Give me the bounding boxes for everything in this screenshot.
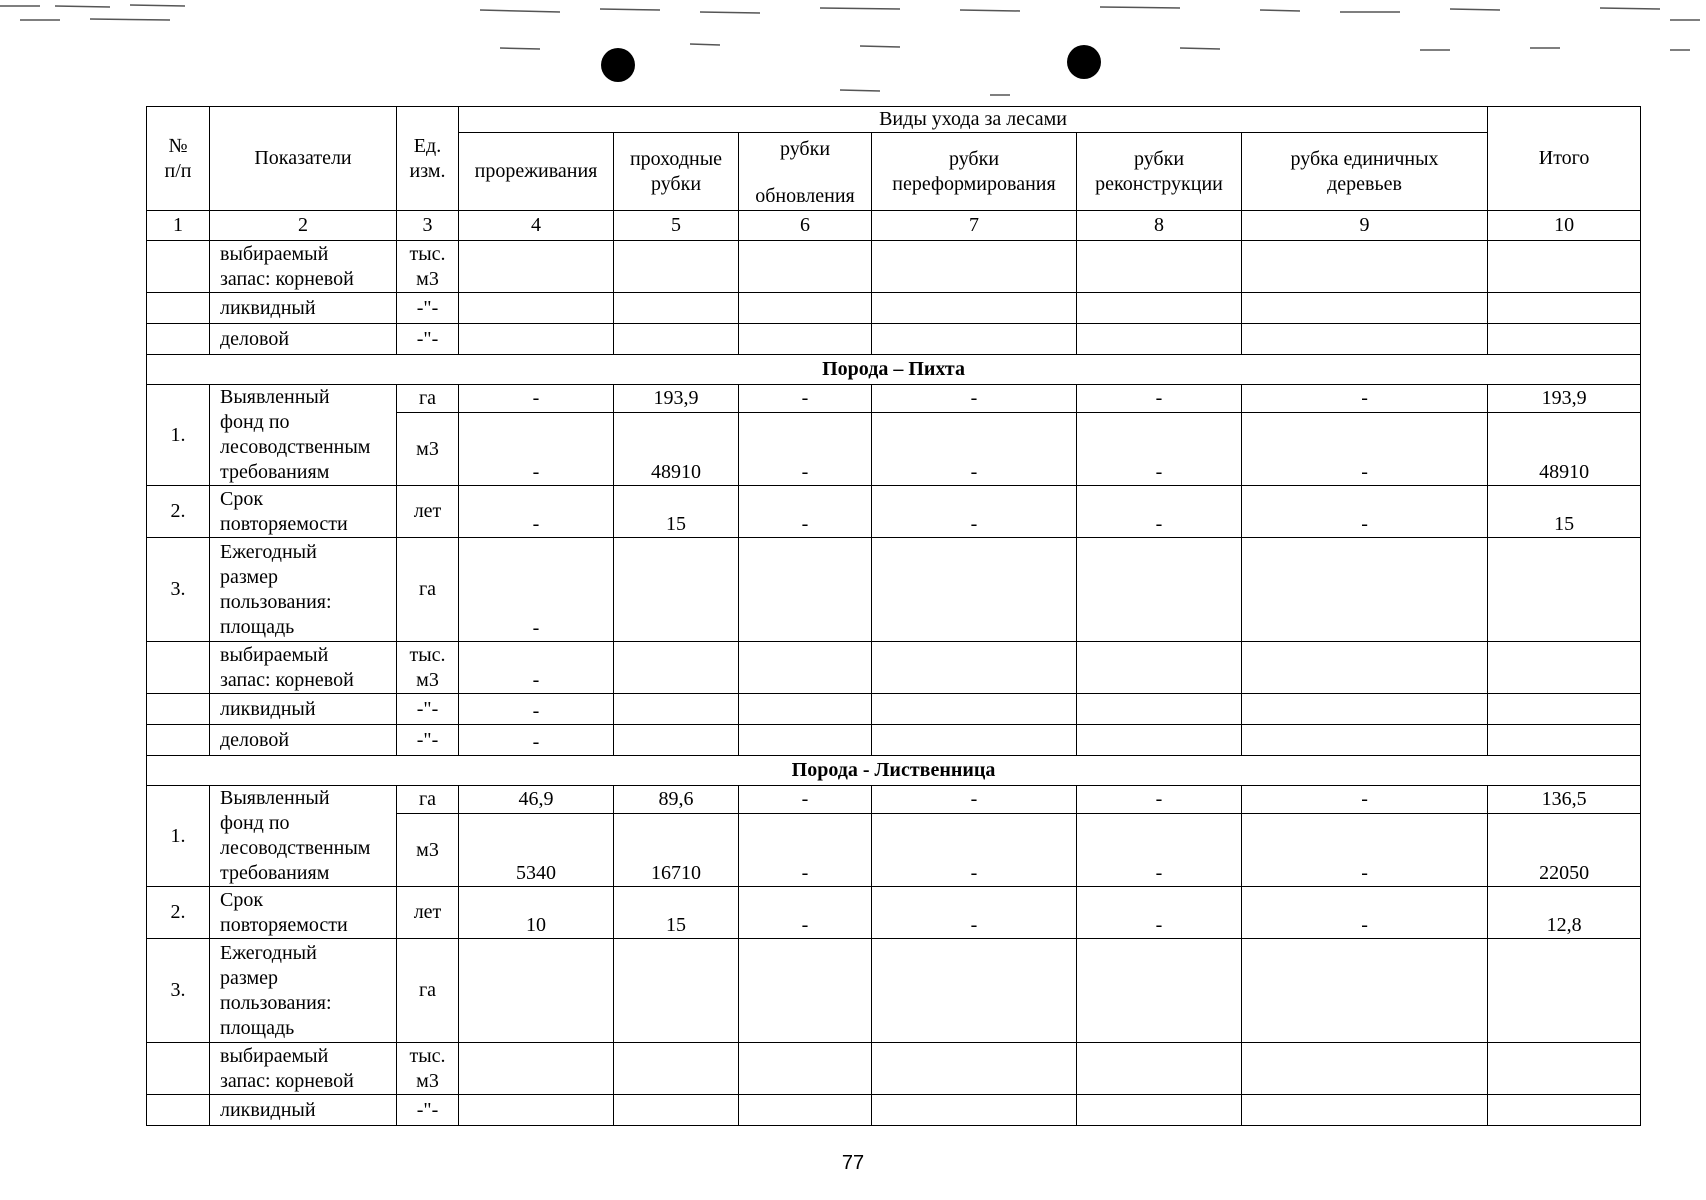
colnum-9: 9 — [1242, 211, 1488, 241]
row-num: 2. — [147, 887, 210, 939]
table-row — [147, 887, 1641, 939]
cell: - — [1077, 814, 1242, 887]
table-row — [147, 694, 1641, 725]
cell: - — [872, 786, 1077, 814]
cell: - — [1242, 413, 1488, 486]
row-unit: -"- — [397, 1095, 459, 1126]
header-unit: Ед. изм. — [397, 107, 459, 211]
table-row — [147, 293, 1641, 324]
row-label: выбираемый запас: корневой — [210, 1043, 397, 1095]
table-row — [147, 385, 1641, 413]
row-unit: лет — [397, 887, 459, 939]
cell: 15 — [614, 486, 739, 538]
table-row — [147, 786, 1641, 814]
cell: - — [1077, 413, 1242, 486]
cell: - — [1242, 814, 1488, 887]
table-row — [147, 486, 1641, 538]
cell-total: 136,5 — [1488, 786, 1641, 814]
scan-noise-top — [0, 0, 1706, 100]
forest-care-table — [146, 106, 1641, 1126]
colnum-8: 8 — [1077, 211, 1242, 241]
cell: - — [872, 486, 1077, 538]
row-label: ликвидный — [210, 694, 397, 725]
row-num: 1. — [147, 385, 210, 486]
row-label: Выявленный фонд по лесоводственным требованиям — [210, 385, 397, 486]
colnum-1: 1 — [147, 211, 210, 241]
row-unit: га — [397, 538, 459, 642]
header-group: Виды ухода за лесами — [459, 107, 1488, 133]
cell: 10 — [459, 887, 614, 939]
colnum-5: 5 — [614, 211, 739, 241]
row-unit: тыс. м3 — [397, 241, 459, 293]
table-row — [147, 241, 1641, 293]
row-unit: -"- — [397, 293, 459, 324]
row-num: 1. — [147, 786, 210, 887]
colnum-4: 4 — [459, 211, 614, 241]
row-label: Ежегодный размер пользования: площадь — [210, 538, 397, 642]
row-unit: -"- — [397, 725, 459, 756]
colnum-6: 6 — [739, 211, 872, 241]
section-header-larch — [147, 756, 1641, 786]
cell-total: 193,9 — [1488, 385, 1641, 413]
cell: - — [459, 725, 614, 756]
cell: - — [459, 413, 614, 486]
section-title: Порода – Пихта — [147, 355, 1641, 385]
cell-total: 15 — [1488, 486, 1641, 538]
cell: - — [1077, 786, 1242, 814]
row-unit: га — [397, 385, 459, 413]
colnum-3: 3 — [397, 211, 459, 241]
row-num: 3. — [147, 939, 210, 1043]
row-label: деловой — [210, 324, 397, 355]
header-indicator: Показатели — [210, 107, 397, 211]
row-unit: м3 — [397, 814, 459, 887]
cell-total: 48910 — [1488, 413, 1641, 486]
cell: - — [1242, 786, 1488, 814]
colnum-10: 10 — [1488, 211, 1641, 241]
row-label: ликвидный — [210, 1095, 397, 1126]
column-number-row — [147, 211, 1641, 241]
cell: - — [1242, 486, 1488, 538]
row-num: 2. — [147, 486, 210, 538]
colnum-7: 7 — [872, 211, 1077, 241]
row-label: Срок повторяемости — [210, 887, 397, 939]
header-col-reform: рубки переформирования — [872, 133, 1077, 211]
header-col-single-trees: рубка единичных деревьев — [1242, 133, 1488, 211]
header-col-thinning: прореживания — [459, 133, 614, 211]
row-unit: га — [397, 786, 459, 814]
cell: - — [872, 887, 1077, 939]
cell: - — [1242, 385, 1488, 413]
colnum-2: 2 — [210, 211, 397, 241]
row-label: деловой — [210, 725, 397, 756]
cell: - — [459, 385, 614, 413]
cell: - — [739, 786, 872, 814]
table-row — [147, 725, 1641, 756]
cell: - — [739, 887, 872, 939]
table-row — [147, 324, 1641, 355]
row-unit: -"- — [397, 324, 459, 355]
row-label: выбираемый запас: корневой — [210, 241, 397, 293]
cell: - — [739, 486, 872, 538]
header-col-renewal-top: рубки — [779, 138, 831, 160]
header-col-renewal-bottom: обновления — [755, 185, 855, 207]
row-label: Ежегодный размер пользования: площадь — [210, 939, 397, 1043]
table-row — [147, 642, 1641, 694]
cell: 89,6 — [614, 786, 739, 814]
cell: 48910 — [614, 413, 739, 486]
header-total: Итого — [1488, 107, 1641, 211]
punch-hole-right — [1067, 45, 1101, 79]
cell: 15 — [614, 887, 739, 939]
cell: - — [872, 413, 1077, 486]
row-label: Выявленный фонд по лесоводственным требованиям — [210, 786, 397, 887]
row-unit: -"- — [397, 694, 459, 725]
section-title: Порода - Лиственница — [147, 756, 1641, 786]
table-row — [147, 538, 1641, 642]
row-unit: лет — [397, 486, 459, 538]
header-col-renewal — [739, 133, 872, 211]
header-col-reconstruction: рубки реконструкции — [1077, 133, 1242, 211]
cell: - — [459, 538, 614, 642]
table-row — [147, 1095, 1641, 1126]
cell: 193,9 — [614, 385, 739, 413]
header-row-1 — [147, 107, 1641, 133]
cell-total: 12,8 — [1488, 887, 1641, 939]
cell: 5340 — [459, 814, 614, 887]
cell: - — [459, 642, 614, 694]
page-number: 77 — [841, 1152, 865, 1174]
cell: - — [1242, 887, 1488, 939]
cell: 16710 — [614, 814, 739, 887]
row-unit: тыс. м3 — [397, 642, 459, 694]
row-label: выбираемый запас: корневой — [210, 642, 397, 694]
row-label: ликвидный — [210, 293, 397, 324]
cell: - — [739, 413, 872, 486]
header-col-passage: проходные рубки — [614, 133, 739, 211]
punch-hole-left — [601, 48, 635, 82]
cell: - — [1077, 887, 1242, 939]
header-num: № п/п — [147, 107, 210, 211]
row-unit: га — [397, 939, 459, 1043]
table-row — [147, 939, 1641, 1043]
row-unit: тыс. м3 — [397, 1043, 459, 1095]
cell: - — [459, 694, 614, 725]
cell: - — [1077, 486, 1242, 538]
cell-total: 22050 — [1488, 814, 1641, 887]
cell: - — [459, 486, 614, 538]
section-header-fir — [147, 355, 1641, 385]
table-row — [147, 1043, 1641, 1095]
row-num: 3. — [147, 538, 210, 642]
cell: - — [739, 814, 872, 887]
row-unit: м3 — [397, 413, 459, 486]
row-label: Срок повторяемости — [210, 486, 397, 538]
cell: 46,9 — [459, 786, 614, 814]
cell: - — [872, 814, 1077, 887]
cell: - — [1077, 385, 1242, 413]
cell: - — [872, 385, 1077, 413]
cell: - — [739, 385, 872, 413]
